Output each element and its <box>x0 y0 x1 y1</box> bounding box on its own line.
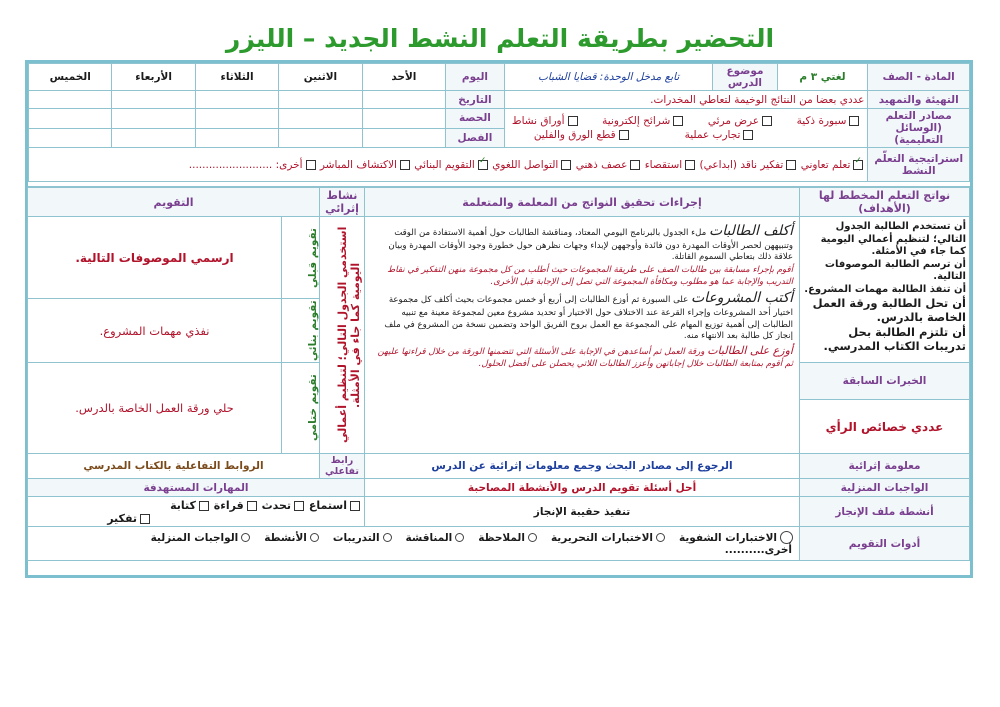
lesson-label: موضوع الدرس <box>713 64 777 91</box>
class-label: الفصل <box>446 128 505 148</box>
tool-other: أخرى.......... <box>724 544 792 556</box>
outcome-4: أن تحل الطالبة ورقة العمل الخاصة بالدرس. <box>812 296 966 325</box>
proc-title-3: أكتب المشروعات <box>691 290 793 307</box>
strategies-options <box>29 148 868 182</box>
resource-experiments[interactable]: تجارب عملية <box>685 129 755 141</box>
tool-exercises[interactable]: التدريبات <box>333 532 395 544</box>
strategy-discovery[interactable]: الاكتشاف المباشر <box>320 159 411 171</box>
skills-label: المهارات المستهدفة <box>28 479 365 497</box>
resources-options <box>504 109 868 148</box>
proc-text-3: على السبورة ثم أوزع الطالبات إلى أربع أو خمس مجموعات بحيث أكلف كل مجموعة اختيار أحد المشروعات وإجراء القرعة عند الاختلاف حول الاختيار أو تحديد مشروع معين لمجموعة معينة مع تنبيه الطالبات إلى أهمية توزيع المهام على المجموعة مع العمل بروح الفريق الواحد وتضمين نسخة من المشروع في ملف إنجاز كل طالبة بعد الانتهاء منه. <box>384 295 793 342</box>
tools-label: أدوات التقويم <box>800 527 970 561</box>
portfolio-label: أنشطة ملف الإنجاز <box>800 497 970 527</box>
resources-label: مصادر التعلم (الوسائل التعليمية) <box>868 109 970 148</box>
evaluation-header: التقويم <box>28 188 320 217</box>
page-title: التحضير بطريقة التعلم النشط الجديد – الليزر <box>225 24 775 53</box>
skills-options <box>28 497 365 527</box>
skill-writing[interactable]: كتابة <box>170 499 210 512</box>
form-eval-label: تقويم بنائي <box>307 300 319 361</box>
subject-value: لغتي ٣ م <box>777 64 868 91</box>
skill-listening[interactable]: استماع <box>309 499 361 512</box>
outcome-3: أن تنفذ الطالبة مهمات المشروع. <box>804 283 966 295</box>
tool-written[interactable]: الاختبارات التحريرية <box>551 532 668 544</box>
procedures-header: إجراءات تحقيق النواتج من المعلمة والمتعلمة <box>365 188 800 217</box>
outcome-5: أن تلتزم الطالبة بحل تدريبات الكتاب المدرسي. <box>823 324 966 354</box>
skill-thinking[interactable]: تفكير <box>107 512 361 525</box>
tool-observation[interactable]: الملاحظة <box>478 532 540 544</box>
day-sunday: الأحد <box>362 64 445 91</box>
resource-worksheets[interactable]: أوراق نشاط <box>512 115 579 127</box>
intro-label: التهيئة والتمهيد <box>868 91 970 109</box>
procedures-text <box>365 217 800 454</box>
final-eval-label-cell <box>282 363 320 454</box>
homework-text: أحل أسئلة تقويم الدرس والأنشطة المصاحبة <box>365 479 800 497</box>
resource-smartboard[interactable]: سبورة ذكية <box>797 115 861 127</box>
tool-discussion[interactable]: المناقشة <box>406 532 468 544</box>
resource-video[interactable]: عرض مرئي <box>708 115 773 127</box>
tool-activities[interactable]: الأنشطة <box>264 532 322 544</box>
strategies-label: استراتيجية التعلّم النشط <box>868 148 970 182</box>
pre-eval-label-cell <box>282 217 320 299</box>
subject-label: المادة - الصف <box>868 64 970 91</box>
link-label: رابط تفاعلي <box>320 454 365 479</box>
final-eval-label: تقويم ختامي <box>307 374 319 442</box>
proc-title-1: أكلف الطالبات <box>709 223 793 239</box>
day-wednesday: الأربعاء <box>112 64 195 91</box>
resource-paper[interactable]: قطع الورق والفلين <box>534 129 630 141</box>
lesson-plan-frame <box>25 60 973 578</box>
resource-slides[interactable]: شرائح إلكترونية <box>602 115 684 127</box>
strategy-other[interactable]: أخرى: ......................... <box>189 159 317 171</box>
tools-options <box>28 527 800 561</box>
day-label: اليوم <box>446 64 505 91</box>
lesson-value: تابع مدخل الوحدة: قضايا الشباب <box>504 64 713 91</box>
form-eval-text: نفذي مهمات المشروع. <box>28 299 282 363</box>
link-text: الروابط التفاعلية بالكتاب المدرسي <box>28 454 320 479</box>
proc-text-4: ورقة العمل ثم أساعدهن في الإجابة على الأسئلة التي تتضمنها الورقة من خلال قراءتها عليهن ثم أقوم بمتابعة الطالبات خلال إجاباتهن وأعزز الطالبات اللاتي يحصلن على أفضل الحلول. <box>377 346 793 369</box>
portfolio-text: تنفيذ حقيبة الإنجاز <box>365 497 800 527</box>
outcome-2: أن ترسم الطالبة الموصوفات التالية. <box>824 258 966 282</box>
main-table <box>27 187 970 561</box>
intro-text: عددي بعضا من النتائج الوخيمة لتعاطي المخدرات. <box>504 91 868 109</box>
prior-label: الخبرات السابقة <box>800 363 970 400</box>
proc-title-2: أقوم بإجراء مسابقة <box>723 265 793 276</box>
info-text: الرجوع إلى مصادر البحث وجمع معلومات إثرائية عن الدرس <box>365 454 800 479</box>
pre-eval-text: ارسمي الموصوفات التالية. <box>28 217 282 299</box>
outcome-1: أن تستخدم الطالبة الجدول التالي؛ لتنظيم أعمالي اليومية كما جاء في الأمثلة. <box>820 221 966 257</box>
activity-header: نشاط إثرائي <box>320 188 365 217</box>
header-table <box>28 63 970 182</box>
proc-title-4: أوزع على الطالبات <box>707 343 793 357</box>
info-label: معلومة إثرائية <box>800 454 970 479</box>
skill-reading[interactable]: قراءة <box>214 499 258 512</box>
period-label: الحصة <box>446 109 505 129</box>
form-eval-label-cell <box>282 299 320 363</box>
homework-label: الواجبات المنزلية <box>800 479 970 497</box>
prior-text: عددي خصائص الرأي <box>800 400 970 454</box>
tool-oral[interactable]: الاختبارات الشفوية <box>679 532 796 544</box>
strategy-communication[interactable]: التواصل اللغوي <box>492 159 572 171</box>
day-thursday: الخميس <box>29 64 112 91</box>
skill-speaking[interactable]: تحدث <box>262 499 305 512</box>
outcomes-header: نواتج التعلم المخطط لها (الأهداف) <box>800 188 970 217</box>
strategy-inquiry[interactable]: استقصاء <box>645 159 696 171</box>
tool-homework[interactable]: الواجبات المنزلية <box>151 532 254 544</box>
strategy-critical[interactable]: تفكير ناقد (ابداعي) <box>700 159 798 171</box>
date-label: التاريخ <box>446 91 505 109</box>
final-eval-text: حلي ورقة العمل الخاصة بالدرس. <box>28 363 282 454</box>
enrichment-text: استخدمي الجدول التالي؛ لتنظيم أعمالي اليومية كما جاء في الأمثلة. <box>335 226 362 444</box>
strategy-cooperative[interactable]: ✓تعلم تعاوني <box>801 159 865 171</box>
pre-eval-label: تقويم قبلي <box>307 227 319 288</box>
enrichment-cell <box>320 217 365 454</box>
proc-text-2: بين طالبات الصف على طريقة المجموعات حيث أطلب من كل مجموعة منهن التفكير في نقاط التدريب والإجابة عما هو مطلوب ومكافأة المجموعة التي تصل إلى الإجابة قبل الأخرى. <box>387 265 793 287</box>
day-monday: الاثنين <box>279 64 362 91</box>
outcomes-list <box>800 217 970 363</box>
proc-text-1: ملء الجدول بالبرنامج اليومي المعتاد، ومناقشة الطالبات حول أهمية الاستفادة من الوقت وتنبيههن لحصر الأوقات المهدرة دون فائدة وأوجههن لإبداء وجهات نظرهن حول خطورة وجود الأوقات المهدرة وبيان علاقة ذلك بتعاطي السموم القاتلة. <box>388 228 793 263</box>
strategy-formative[interactable]: ✓التقويم البنائي <box>414 159 489 171</box>
strategy-brainstorm[interactable]: عصف ذهني <box>576 159 642 171</box>
day-tuesday: الثلاثاء <box>195 64 278 91</box>
